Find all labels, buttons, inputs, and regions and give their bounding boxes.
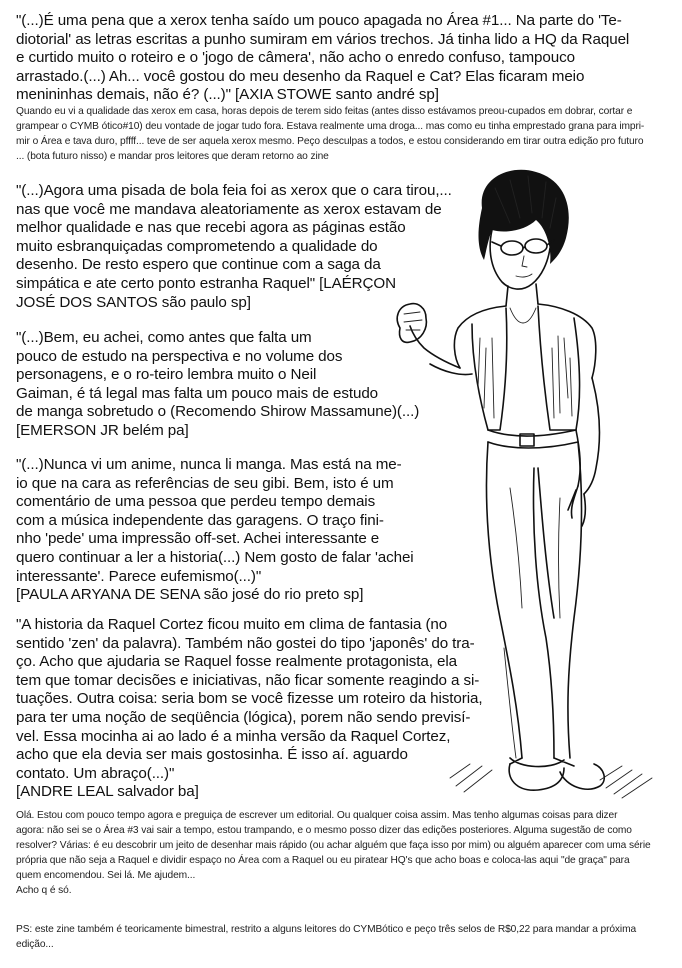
letter-andre-leal: "A historia da Raquel Cortez ficou muito em clima de fantasia (no sentido 'zen' da palavra). Também não gostei do tipo 'japonês' do tra- ço. Acho que ajudaria se Raquel fosse realmente protagonista, ela tem que tomar decisões e iniciativas, não ficar somente reagindo a si- tuações. Outra coisa: seria bom se você fizesse um roteiro da historia, para ter uma noção de seqüência (lógica), porem não sendo previsí- vel. Essa mocinha ai ao lado é a minha versão da Raquel Cortez, acho que ela devia ser mais gostosinha. É isso aí. aguardo contato. Um abraço(...)" [ANDRE LEAL salvador ba] (16, 616, 483, 801)
raquel-cortez-drawing (360, 168, 682, 808)
editor-reply-xerox: Quando eu vi a qualidade das xerox em casa, horas depois de terem sido feitas (antes disso estávamos preou-cupados em dobrar, cortar e grampear o CYMB ótico#10) deu vontade de jogar tudo fora. Estava realmente uma droga... mas como eu tinha emprestado grana para impri- mir o Área e tava duro, pffff... teve de ser aquela xerox mesmo. Peço desculpas a todos, e estou considerando em tirar outra edição pro futuro ... (bota futuro nisso) e mandar pros leitores que deram retorno ao zine (16, 106, 645, 162)
letter-emerson: "(...)Bem, eu achei, como antes que falta um pouco de estudo na perspectiva e no volume dos personagens, e o ro-teiro lembra muito o Neil Gaiman, é tá legal mas falta um pouco mais de estudo de manga sobretudo o (Recomendo Shirow Massamune)(...) [EMERSON JR belém pa] (16, 329, 420, 439)
ps-note: PS: este zine também é teoricamente bimestral, restrito a alguns leitores do CYMBótico e peço três selos de R$0,22 para mandar a próxima edição... (16, 924, 637, 950)
letter-laercon: "(...)Agora uma pisada de bola feia foi as xerox que o cara tirou,... nas que você me mandava aleatoriamente as xerox estavam de melhor qualidade e nas que recebi agora as páginas estão muito esbranquiçadas comprometendo a qualidade do desenho. De resto espero que continue com a saga da simpática e ate certo ponto estranha Raquel" [LAÉRÇON JOSÉ DOS SANTOS são paulo sp] (16, 182, 452, 311)
letter-paula-aryana: "(...)Nunca vi um anime, nunca li manga. Mas está na me- io que na cara as referências de seu gibi. Bem, isto é um comentário de uma pessoa que perdeu tempo demais com a música independente das garagens. O traço fini- nho 'pede' uma impressão off-set. Achei interessante e quero continuar a ler a historia(...) Nem gosto de falar 'achei interessante'. Parece eufemismo(...)" [PAULA ARYANA DE SENA são josé do rio preto sp] (16, 456, 414, 604)
letter-axia-stowe: "(...)É uma pena que a xerox tenha saído um pouco apagada no Área #1... Na parte do 'Te- diotorial' as letras escritas a punho sumiram em vários trechos. Já tinha lido a HQ da Raquel e curtido muito o roteiro e o 'jogo de câmera', não acho o enredo confuso, tampouco arrastado.(...) Ah... você gostou do meu desenho da Raquel e Cat? Elas ficaram meio menininhas demais, não é? (...)" [AXIA STOWE santo andré sp] (16, 12, 630, 104)
editorial-note: Olá. Estou com pouco tempo agora e preguiça de escrever um editorial. Ou qualquer coisa assim. Mas tenho algumas coisas para dizer agora: não sei se o Área #3 vai sair a tempo, estou trampando, e o mesmo posso dizer das edições posteriores. Alguma sugestão de como resolver? Várias: é eu descobrir um jeito de desenhar mais rápido (ou achar alguém que faça isso por mim) ou alguém aparecer com uma série própria que não seja a Raquel e dividir espaço no Área com a Raquel ou eu piratear HQ's que acho boas e coloca-las aqui "de graça" para quem encomendou. Sei lá. Me ajudem... Acho q é só. (16, 810, 651, 896)
